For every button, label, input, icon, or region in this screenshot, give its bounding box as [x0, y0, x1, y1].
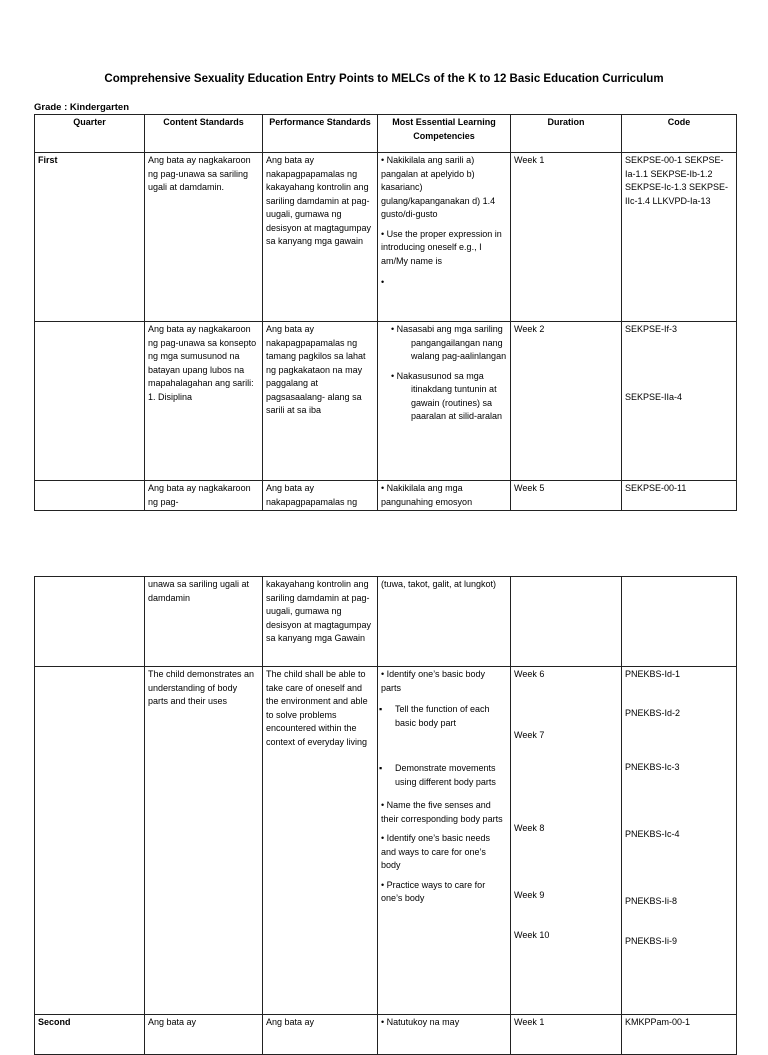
duration-item: Week 6 — [514, 669, 545, 679]
code-cell — [622, 577, 737, 667]
melc-item: • Nasasabi ang mga sariling pangangailangan nang walang pag-aalinlangan — [391, 324, 507, 361]
melc-item: • Nakasusunod sa mga itinakdang tuntunin at gawain (routines) sa paaralan at silid-aralan — [391, 370, 503, 421]
melc-cell: (tuwa, takot, galit, at lungkot) — [378, 577, 511, 667]
melc-cell: • Natutukoy na may — [378, 1015, 511, 1055]
content-cell: Ang bata ay nagkakaroon ng pag-unawa sa konsepto ng mga sumusunod na batayan upang lubos na mapahalagahan ang sarili: 1. Disiplina — [145, 322, 263, 481]
melc-item-wrap — [381, 703, 507, 730]
code-item: PNEKBS-Ii-9 — [625, 936, 678, 946]
bullet-icon: ▪ — [379, 763, 383, 773]
header-duration: Duration — [511, 115, 622, 153]
code-item: PNEKBS-Id-2 — [625, 708, 681, 718]
duration-item: Week 9 — [514, 890, 545, 900]
melc-cell: • Nakikilala ang mga pangunahing emosyon — [378, 481, 511, 511]
duration-item: Week 7 — [514, 730, 545, 740]
code-item: SEKPSE-IIa-4 — [625, 392, 683, 402]
table-row — [35, 667, 737, 1015]
header-performance-standards: Performance Standards — [263, 115, 378, 153]
quarter-cell — [35, 577, 145, 667]
code-cell — [622, 667, 737, 1015]
content-cell: unawa sa sariling ugali at damdamin — [145, 577, 263, 667]
header-melc: Most Essential Learning Competencies — [378, 115, 511, 153]
melc-item: • Identify one’s basic body parts — [381, 669, 486, 693]
performance-cell: Ang bata ay nakapagpapamalas ng kakayahang kontrolin ang sariling damdamin at pag- uugali, gumawa ng desisyon at magtagumpay sa kanyang mga gawain — [263, 153, 378, 322]
code-item: PNEKBS-Ii-8 — [625, 896, 678, 906]
table-row — [35, 322, 737, 481]
code-cell: SEKPSE-00-11 — [622, 481, 737, 511]
performance-cell: Ang bata ay — [263, 1015, 378, 1055]
duration-cell: Week 1 — [511, 153, 622, 322]
melc-item: • Use the proper expression in introducing oneself e.g., I am/My name is — [381, 228, 502, 266]
code-item: PNEKBS-Ic-3 — [625, 762, 680, 772]
content-cell: Ang bata ay nagkakaroon ng pag- — [145, 481, 263, 511]
table-header-row — [35, 115, 737, 153]
duration-cell — [511, 667, 622, 1015]
melc-item: Demonstrate movements using different body parts — [395, 763, 496, 787]
duration-cell — [511, 577, 622, 667]
quarter-cell: First — [35, 153, 145, 322]
melc-cell — [378, 153, 511, 322]
quarter-cell — [35, 667, 145, 1015]
content-cell: The child demonstrates an understanding of body parts and their uses — [145, 667, 263, 1015]
content-cell: Ang bata ay — [145, 1015, 263, 1055]
melc-cell — [378, 322, 511, 481]
performance-cell: kakayahang kontrolin ang sariling damdamin at pag- uugali, gumawa ng desisyon at magtagumpay sa kanyang mga Gawain — [263, 577, 378, 667]
code-cell: SEKPSE-00-1 SEKPSE-Ia-1.1 SEKPSE-Ib-1.2 SEKPSE-Ic-1.3 SEKPSE-IIc-1.4 LLKVPD-Ia-13 — [622, 153, 737, 322]
duration-cell: Week 1 — [511, 1015, 622, 1055]
performance-cell: Ang bata ay nakapagpapamalas ng — [263, 481, 378, 511]
melc-item: • Practice ways to care for one’s body — [381, 879, 486, 903]
bullet-icon: ▪ — [379, 704, 383, 714]
grade-label: Grade : Kindergarten — [34, 102, 130, 113]
table-row — [35, 577, 737, 667]
code-item: PNEKBS-Id-1 — [625, 669, 681, 679]
code-item: SEKPSE-If-3 — [625, 324, 678, 334]
quarter-cell: Second — [35, 1015, 145, 1055]
melc-item: • Name the five senses and their corresponding body parts — [381, 800, 503, 824]
curriculum-table-page-1 — [34, 114, 737, 511]
table-row — [35, 1015, 737, 1055]
code-cell — [622, 322, 737, 481]
quarter-cell — [35, 481, 145, 511]
duration-cell: Week 2 — [511, 322, 622, 481]
melc-item: Tell the function of each basic body part — [395, 704, 490, 728]
melc-item: • Identify one’s basic needs and ways to care for one’s body — [381, 833, 491, 870]
code-item: PNEKBS-Ic-4 — [625, 829, 680, 839]
duration-item: Week 10 — [514, 930, 550, 940]
quarter-cell — [35, 322, 145, 481]
melc-item: • Nakikilala ang sarili a) pangalan at apelyido b) kasarianc) gulang/kapanganakan d) 1.4 gusto/di-gusto — [381, 155, 496, 219]
performance-cell: Ang bata ay nakapagpapamalas ng tamang pagkilos sa lahat ng pagkakataon na may paggalang at pagsasaalang- alang sa sarili at sa iba — [263, 322, 378, 481]
melc-item: • — [381, 277, 385, 287]
code-cell: KMKPPam-00-1 — [622, 1015, 737, 1055]
header-code: Code — [622, 115, 737, 153]
table-row — [35, 153, 737, 322]
melc-item-wrap — [381, 762, 507, 789]
table-row — [35, 481, 737, 511]
content-cell: Ang bata ay nagkakaroon ng pag-unawa sa sariling ugali at damdamin. — [145, 153, 263, 322]
document-title: Comprehensive Sexuality Education Entry Points to MELCs of the K to 12 Basic Education Curriculum — [104, 73, 664, 85]
duration-item: Week 8 — [514, 823, 545, 833]
duration-cell: Week 5 — [511, 481, 622, 511]
curriculum-table-page-2 — [34, 576, 737, 1055]
melc-cell — [378, 667, 511, 1015]
performance-cell: The child shall be able to take care of oneself and the environment and able to solve problems encountered within the context of everyday living — [263, 667, 378, 1015]
header-content-standards: Content Standards — [145, 115, 263, 153]
header-quarter: Quarter — [35, 115, 145, 153]
